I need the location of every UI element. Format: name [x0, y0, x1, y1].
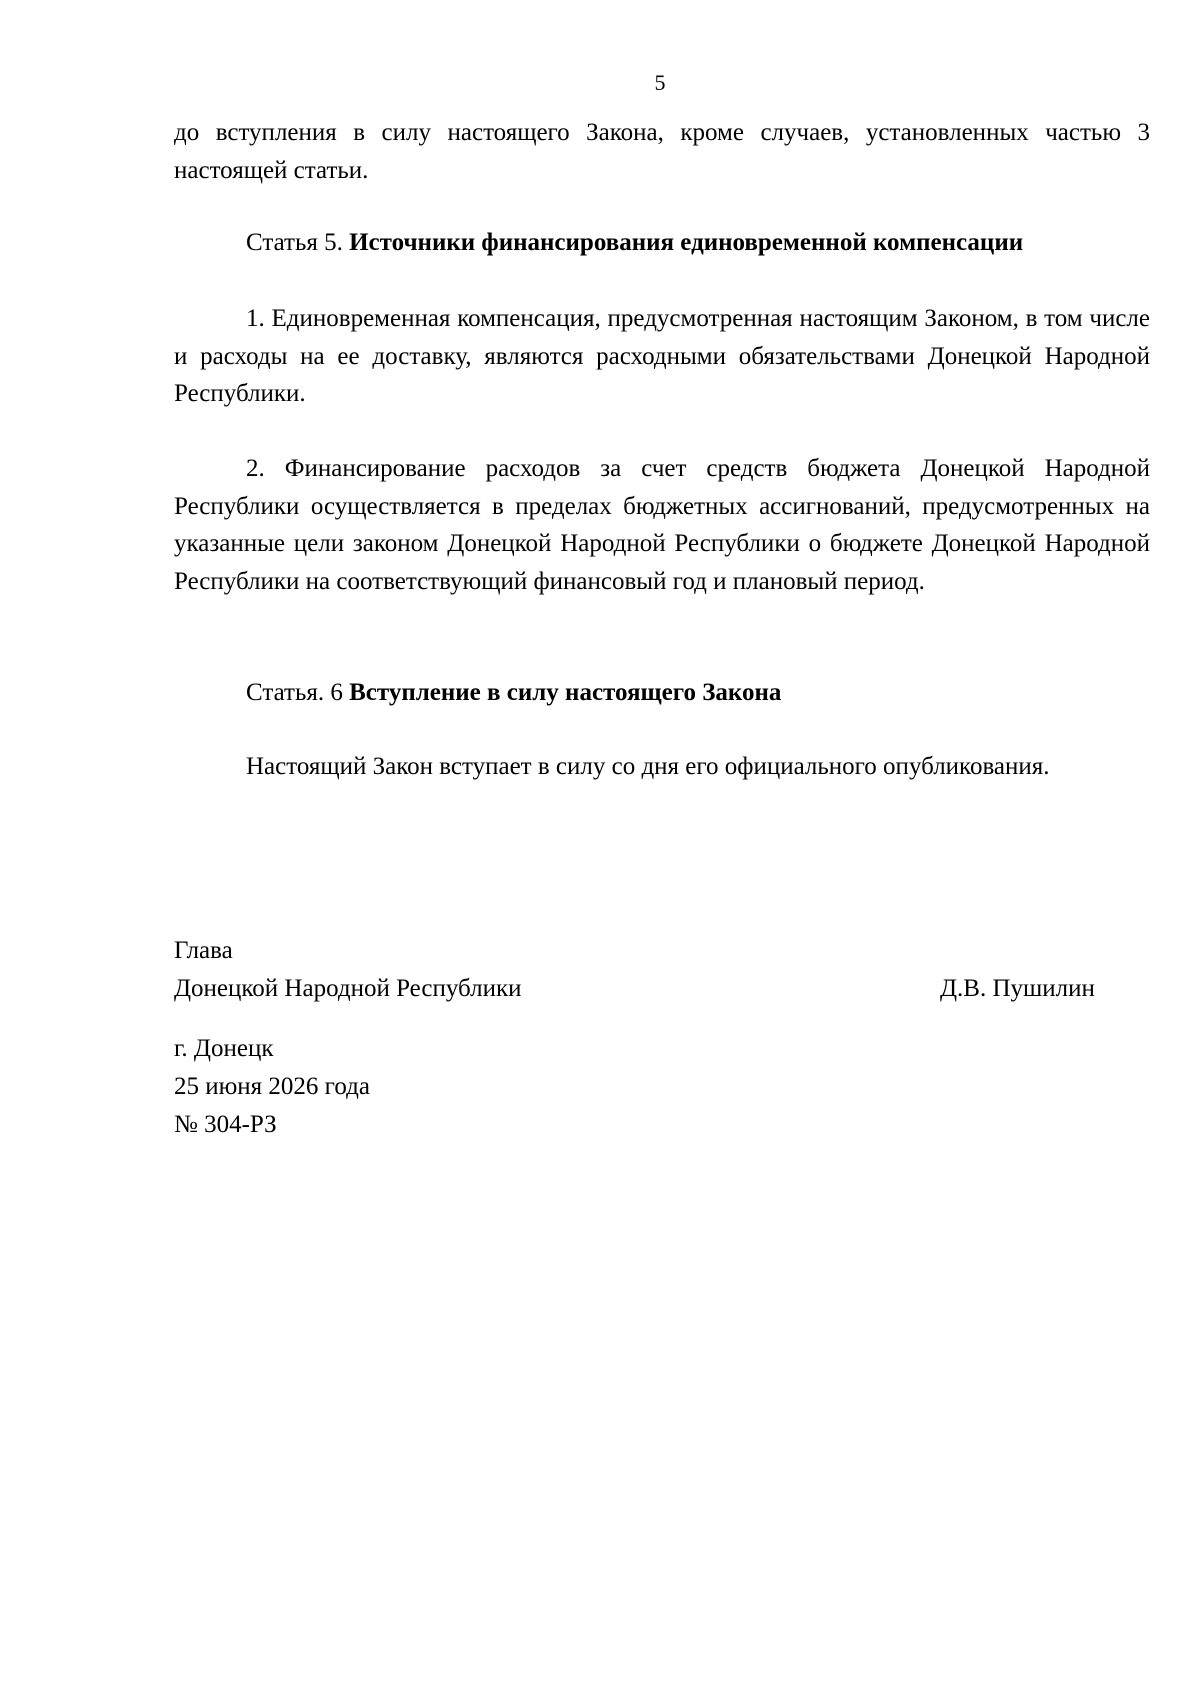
article-5-paragraph-1: 1. Единовременная компенсация, предусмотренная настоящим Законом, в том числе и расходы на ее доставку, являются расходными обязательствами Донецкой Народной Республики. [174, 305, 1150, 407]
article-6-title: Вступление в силу настоящего Закона [349, 679, 782, 706]
law-number: № 304-РЗ [174, 1111, 277, 1138]
article-5-title: Источники финансирования единовременной компенсации [349, 229, 1024, 256]
signature-position-line-2: Донецкой Народной Республики [174, 975, 522, 1002]
signature-position-line-1: Глава [174, 937, 233, 964]
issue-place: г. Донецк [174, 1035, 274, 1062]
signatory-name: Д.В. Пушилин [940, 975, 1095, 1002]
article-5-label: Статья 5. [246, 229, 343, 256]
article-6-heading [174, 674, 1150, 712]
article-6-label: Статья. 6 [246, 679, 343, 706]
article-5-paragraph-2: 2. Финансирование расходов за счет средств бюджета Донецкой Народной Республики осуществляется в пределах бюджетных ассигнований, предусмотренных на указанные цели законом Донецкой Народной Республики о бюджете Донецкой Народной Республики на соответствующий финансовый год и плановый период. [174, 455, 1150, 595]
page-number: 5 [654, 70, 666, 95]
continuation-paragraph: до вступления в силу настоящего Закона, кроме случаев, установленных частью 3 настоящей статьи. [174, 119, 1150, 184]
article-5-heading [174, 224, 1150, 262]
issue-date: 25 июня 2026 года [174, 1073, 370, 1100]
article-6-paragraph: Настоящий Закон вступает в силу со дня его официального опубликования. [246, 753, 1050, 780]
